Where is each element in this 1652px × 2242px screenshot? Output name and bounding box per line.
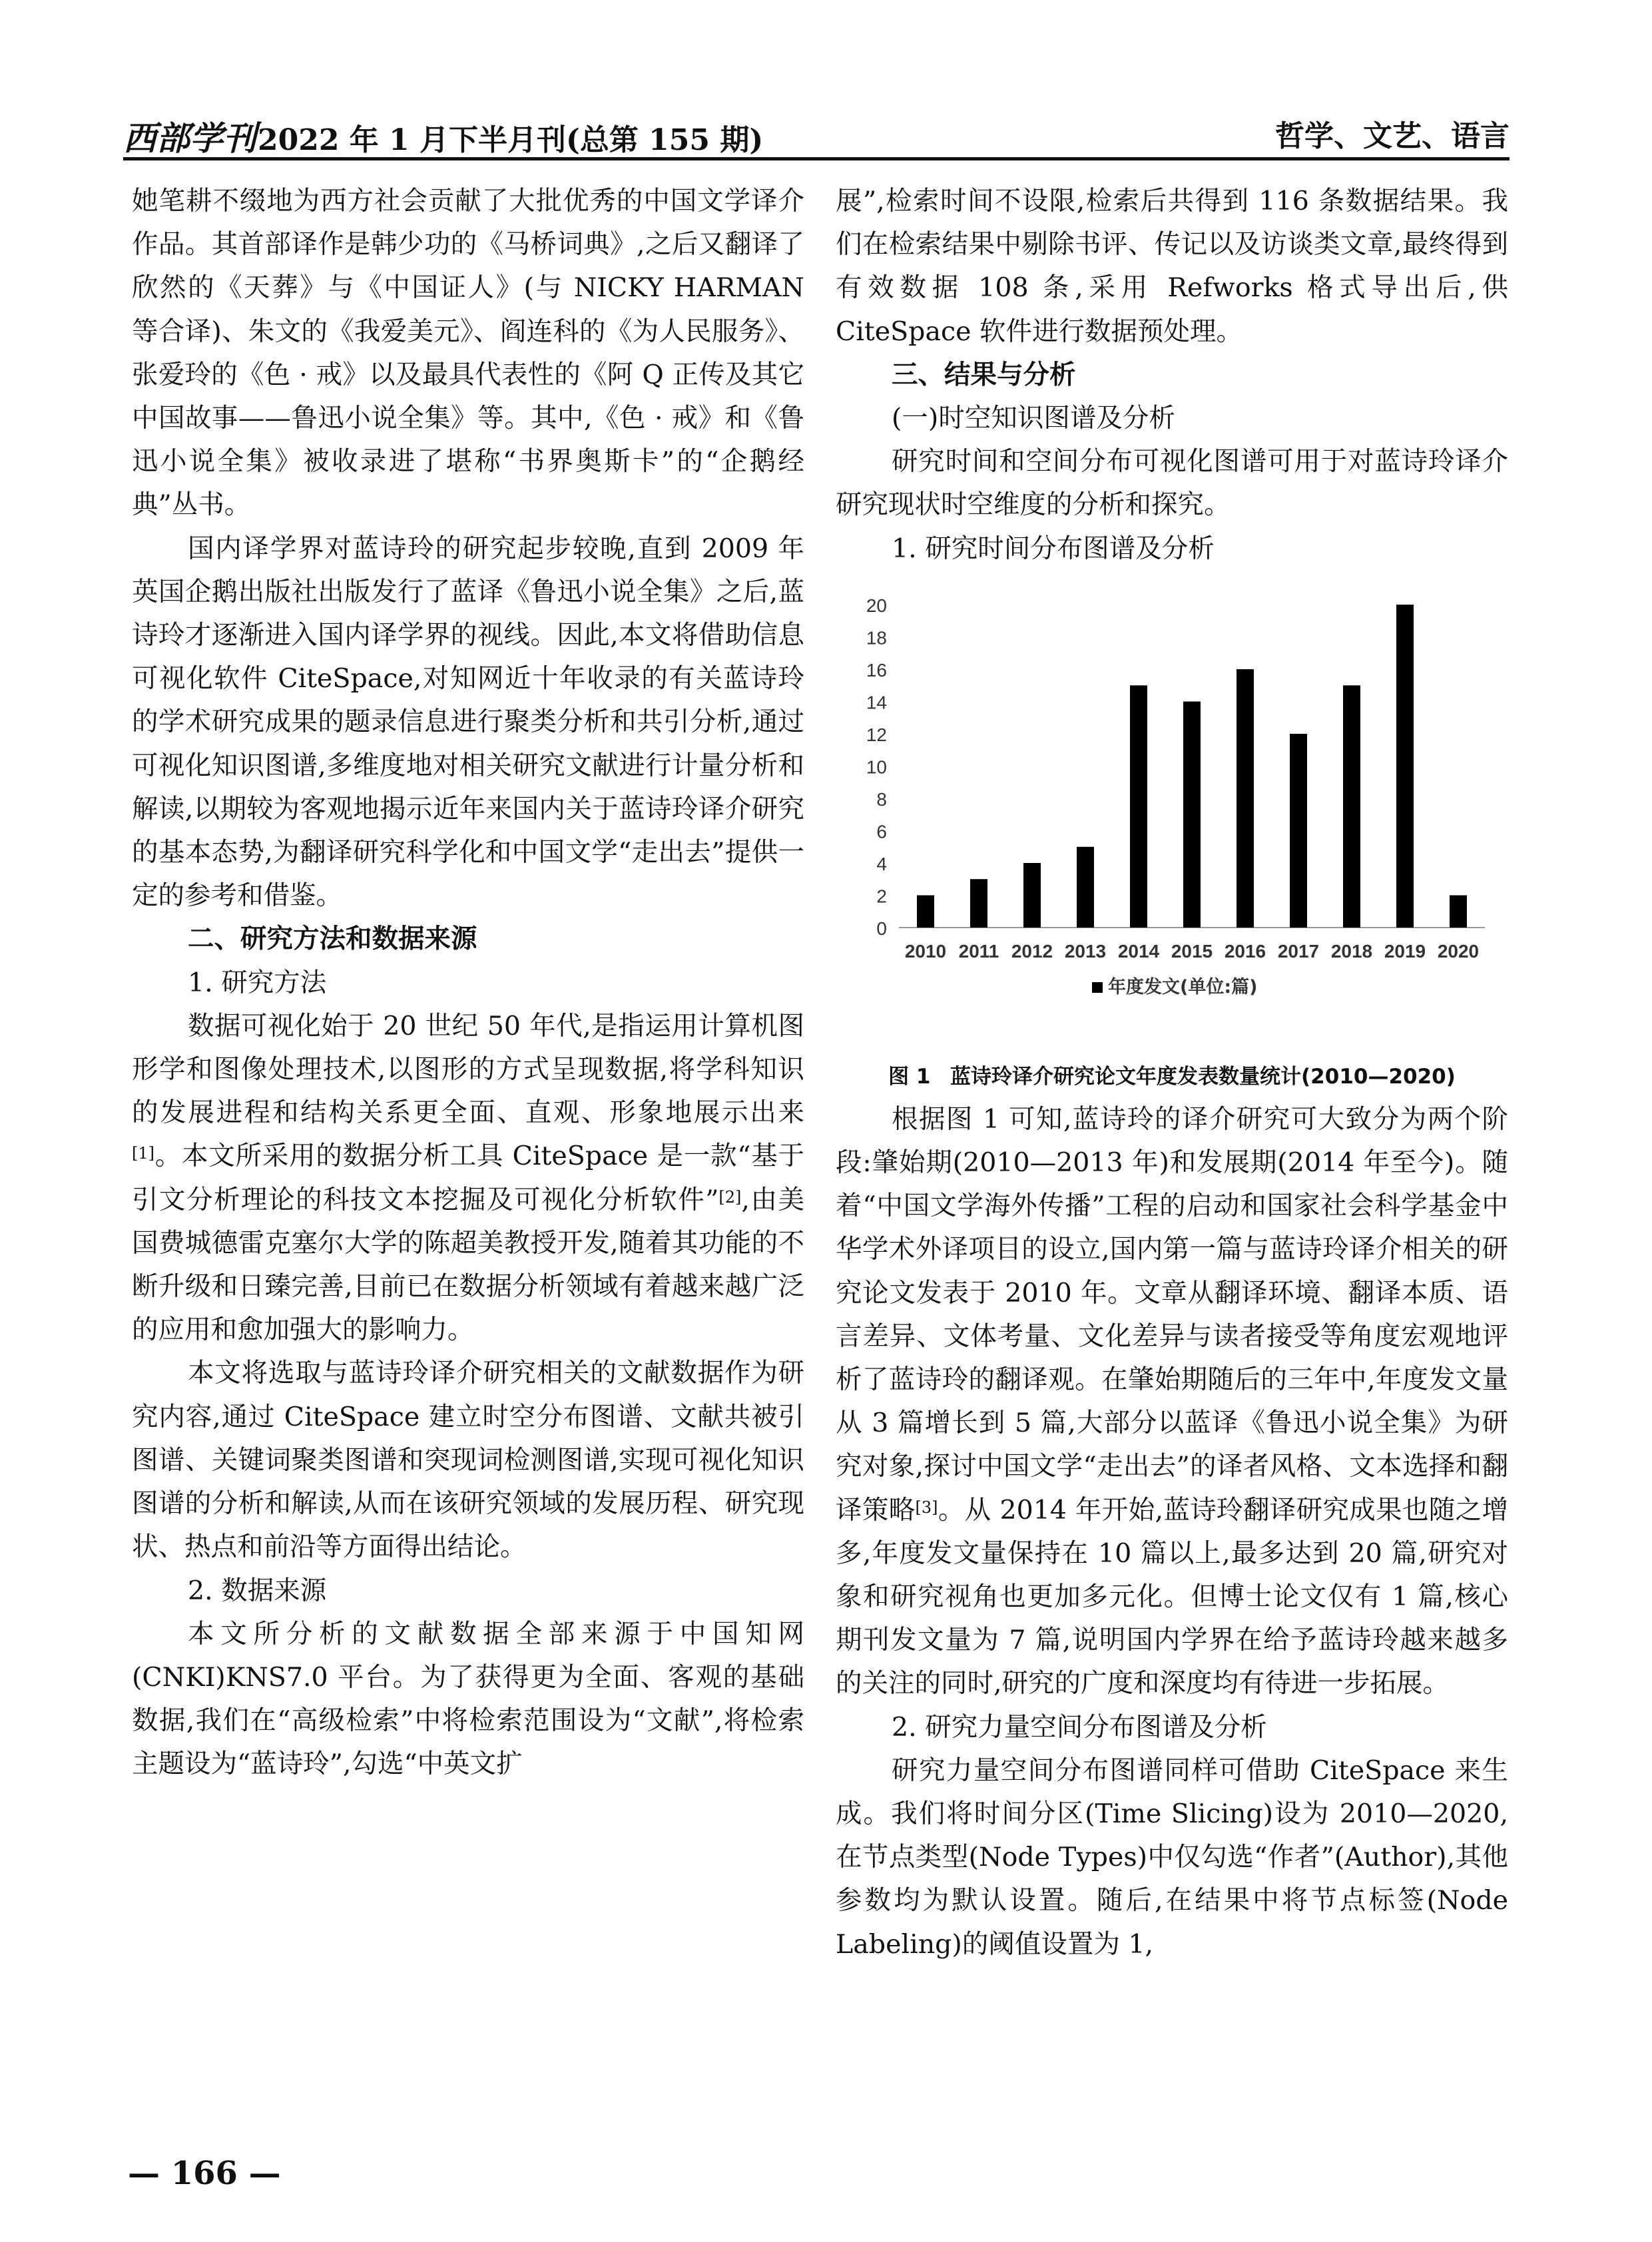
bar <box>1290 734 1307 928</box>
paragraph: 本文所分析的文献数据全部来源于中国知网(CNKI)KNS7.0 平台。为了获得更为全面、客观的基础数据,我们在“高级检索”中将检索范围设为“文献”,将检索主题设为“蓝诗玲”,勾选“中英文扩 <box>132 1618 804 1780</box>
left-column <box>132 180 804 1787</box>
paragraph: 国内译学界对蓝诗玲的研究起步较晚,直到 2009 年英国企鹅出版社出版发行了蓝译《鲁迅小说全集》之后,蓝诗玲才逐渐进入国内译学界的视线。因此,本文将借助信息可视化软件 CiteSpace,对知网近十年收录的有关蓝诗玲的学术研究成果的题录信息进行聚类分析和共引分析,通过可视化知识图谱,多维度地对相关研究文献进行计量分析和解读,以期较为客观地揭示近年来国内关于蓝诗玲译介研究的基本态势,为翻译研究科学化和中国文学“走出去”提供一定的参考和借鉴。 <box>132 533 804 912</box>
bar <box>1343 685 1360 928</box>
citation-ref: [3] <box>915 1498 938 1517</box>
paragraph: 研究力量空间分布图谱同样可借助 CiteSpace 来生成。我们将时间分区(Time Slicing)设为 2010—2020,在节点类型(Node Types)中仅勾选“作者”(Author),其他参数均为默认设置。随后,在结果中将节点标签(Node Labeling)的阈值设置为 1, <box>836 1755 1508 1960</box>
x-tick-label: 2010 <box>904 940 947 962</box>
subsection-heading: 1. 研究时间分布图谱及分析 <box>892 533 1215 564</box>
x-tick-label: 2019 <box>1384 940 1426 962</box>
section-heading: 三、结果与分析 <box>892 359 1076 390</box>
issue-info: 2022 年 1 月下半月刊(总第 155 期) <box>258 123 764 157</box>
running-header-left <box>123 112 763 160</box>
bar <box>1183 701 1201 928</box>
y-tick-label: 2 <box>876 886 887 907</box>
bar <box>1077 847 1094 928</box>
x-tick-label: 2012 <box>1011 940 1053 962</box>
subsection-heading: 1. 研究方法 <box>188 967 327 998</box>
y-tick-label: 18 <box>866 627 887 649</box>
y-tick-label: 4 <box>876 853 887 874</box>
bar <box>970 879 987 928</box>
x-tick-label: 2015 <box>1171 940 1213 962</box>
y-tick-label: 10 <box>866 756 887 778</box>
citation-ref: [1] <box>132 1144 154 1163</box>
x-tick-label: 2013 <box>1064 940 1107 962</box>
paragraph: 展”,检索时间不设限,检索后共得到 116 条数据结果。我们在检索结果中剔除书评、传记以及访谈类文章,最终得到有效数据 108 条,采用 Refworks 格式导出后,供 CiteSpace 软件进行数据预处理。 <box>836 186 1508 347</box>
x-tick-label: 2016 <box>1224 940 1266 962</box>
legend-label: 年度发文(单位:篇) <box>1108 976 1258 997</box>
bar <box>1396 605 1414 928</box>
section-heading: 二、研究方法和数据来源 <box>188 924 477 955</box>
y-tick-label: 12 <box>866 724 887 745</box>
y-tick-label: 16 <box>866 659 887 681</box>
paragraph: 数据可视化始于 20 世纪 50 年代,是指运用计算机图形学和图像处理技术,以图形的方式呈现数据,将学科知识的发展进程和结构关系更全面、直观、形象地展示出来[1]。本文所采用的数据分析工具 CiteSpace 是一款“基于引文分析理论的科技文本挖掘及可视化分析软件”[2],由美国费城德雷克塞尔大学的陈超美教授开发,随着其功能的不断升级和日臻完善,目前已在数据分析领域有着越来越广泛的应用和愈加强大的影响力。 <box>132 1010 804 1346</box>
paragraph: 根据图 1 可知,蓝诗玲的译介研究可大致分为两个阶段:肇始期(2010—2013 年)和发展期(2014 年至今)。随着“中国文学海外传播”工程的启动和国家社会科学基金中华学术外译项目的设立,国内第一篇与蓝诗玲译介相关的研究论文发表于 2010 年。文章从翻译环境、翻译本质、语言差异、文体考量、文化差异与读者接受等角度宏观地评析了蓝诗玲的翻译观。在肇始期随后的三年中,年度发文量从 3 篇增长到 5 篇,大部分以蓝译《鲁迅小说全集》为研究对象,探讨中国文学“走出去”的译者风格、文本选择和翻译策略[3]。从 2014 年开始,蓝诗玲翻译研究成果也随之增多,年度发文量保持在 10 篇以上,最多达到 20 篇,研究对象和研究视角也更加多元化。但博士论文仅有 1 篇,核心期刊发文量为 7 篇,说明国内学界在给予蓝诗玲越来越多的关注的同时,研究的广度和深度均有待进一步拓展。 <box>836 1103 1508 1699</box>
paragraph: 她笔耕不缀地为西方社会贡献了大批优秀的中国文学译介作品。其首部译作是韩少功的《马桥词典》,之后又翻译了欣然的《天葬》与《中国证人》(与 NICKY HARMAN 等合译)、朱文的《我爱美元》、阎连科的《为人民服务》、张爱玲的《色 · 戒》以及最具代表性的《阿 Q 正传及其它中国故事——鲁迅小说全集》等。其中,《色 · 戒》和《鲁迅小说全集》被收录进了堪称“书界奥斯卡”的“企鹅经典”丛书。 <box>132 186 804 521</box>
subsection-heading: 2. 研究力量空间分布图谱及分析 <box>892 1711 1267 1743</box>
bar <box>917 895 934 928</box>
bar <box>1237 669 1254 928</box>
bar-chart <box>836 575 1502 1061</box>
header-rule <box>123 157 1510 160</box>
x-tick-label: 2014 <box>1117 940 1160 962</box>
figure-caption: 图 1 蓝诗玲译介研究论文年度发表数量统计(2010—2020) <box>888 1064 1456 1089</box>
y-tick-label: 0 <box>876 918 887 939</box>
paragraph: 研究时间和空间分布可视化图谱可用于对蓝诗玲译介研究现状时空维度的分析和探究。 <box>836 446 1508 521</box>
right-column <box>836 180 1508 1966</box>
x-tick-label: 2011 <box>958 940 999 962</box>
journal-logo: 西部学刊 <box>123 119 256 158</box>
y-tick-label: 20 <box>866 595 887 616</box>
figure-1 <box>836 575 1508 1061</box>
y-tick-label: 6 <box>876 821 887 842</box>
paragraph: 本文将选取与蓝诗玲译介研究相关的文献数据作为研究内容,通过 CiteSpace 建立时空分布图谱、文献共被引图谱、关键词聚类图谱和突现词检测图谱,实现可视化知识图谱的分析和解读,从而在该研究领域的发展历程、研究现状、热点和前沿等方面得出结论。 <box>132 1358 804 1563</box>
subsection-heading: (一)时空知识图谱及分析 <box>892 403 1175 434</box>
bar <box>1450 895 1467 928</box>
y-tick-label: 14 <box>866 692 887 713</box>
x-tick-label: 2017 <box>1277 940 1320 962</box>
subsection-heading: 2. 数据来源 <box>188 1575 327 1606</box>
legend-swatch <box>1092 982 1103 993</box>
page-number: — 166 — <box>128 2155 281 2192</box>
x-tick-label: 2020 <box>1437 940 1480 962</box>
y-tick-label: 8 <box>876 788 887 810</box>
section-name: 哲学、文艺、语言 <box>1275 119 1510 153</box>
bar <box>1023 863 1041 928</box>
x-tick-label: 2018 <box>1330 940 1373 962</box>
bar <box>1130 685 1147 928</box>
citation-ref: [2] <box>718 1187 742 1207</box>
